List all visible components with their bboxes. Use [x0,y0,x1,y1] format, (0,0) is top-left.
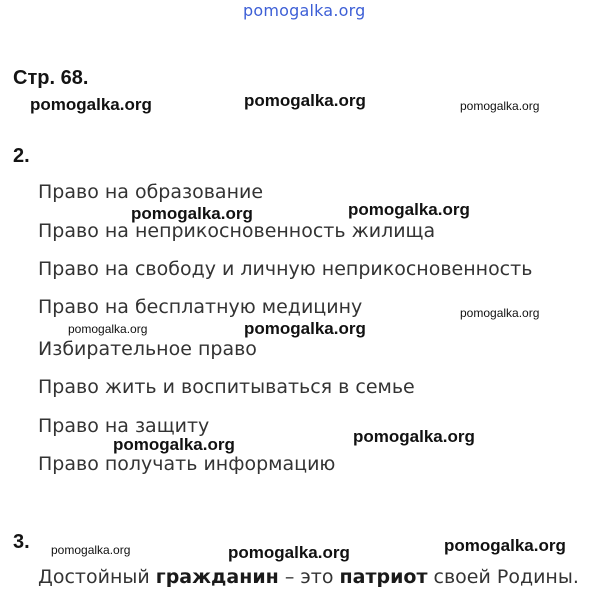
answer-text: Достойный [38,566,156,588]
watermark: pomogalka.org [460,99,540,113]
task3-answer [38,568,579,587]
site-header-link[interactable]: pomogalka.org [243,1,366,20]
watermark: pomogalka.org [228,543,350,562]
watermark: pomogalka.org [131,204,253,223]
right-item: Право на образование [38,181,264,203]
task-number-2: 2. [13,145,30,167]
watermark: pomogalka.org [30,95,152,114]
right-item: Право на неприкосновенность жилища [38,220,436,242]
watermark: pomogalka.org [244,319,366,338]
watermark: pomogalka.org [460,306,540,320]
watermark: pomogalka.org [348,200,470,219]
watermark: pomogalka.org [244,91,366,110]
watermark: pomogalka.org [444,536,566,555]
watermark: pomogalka.org [68,322,148,336]
right-item: Право на свободу и личную неприкосновенность [38,258,533,280]
right-item: Право жить и воспитываться в семье [38,376,415,398]
right-item: Право на бесплатную медицину [38,296,363,318]
answer-text: своей Родины. [427,566,579,588]
watermark: pomogalka.org [51,543,131,557]
answer-bold-citizen: гражданин [155,566,279,588]
right-item: Право на защиту [38,415,210,437]
answer-bold-patriot: патриот [339,566,428,588]
right-item: Избирательное право [38,338,257,360]
watermark: pomogalka.org [113,435,235,454]
answer-text: – это [278,566,340,588]
right-item: Право получать информацию [38,453,336,475]
page-title: Стр. 68. [13,67,89,89]
watermark: pomogalka.org [353,427,475,446]
task-number-3: 3. [13,531,30,553]
